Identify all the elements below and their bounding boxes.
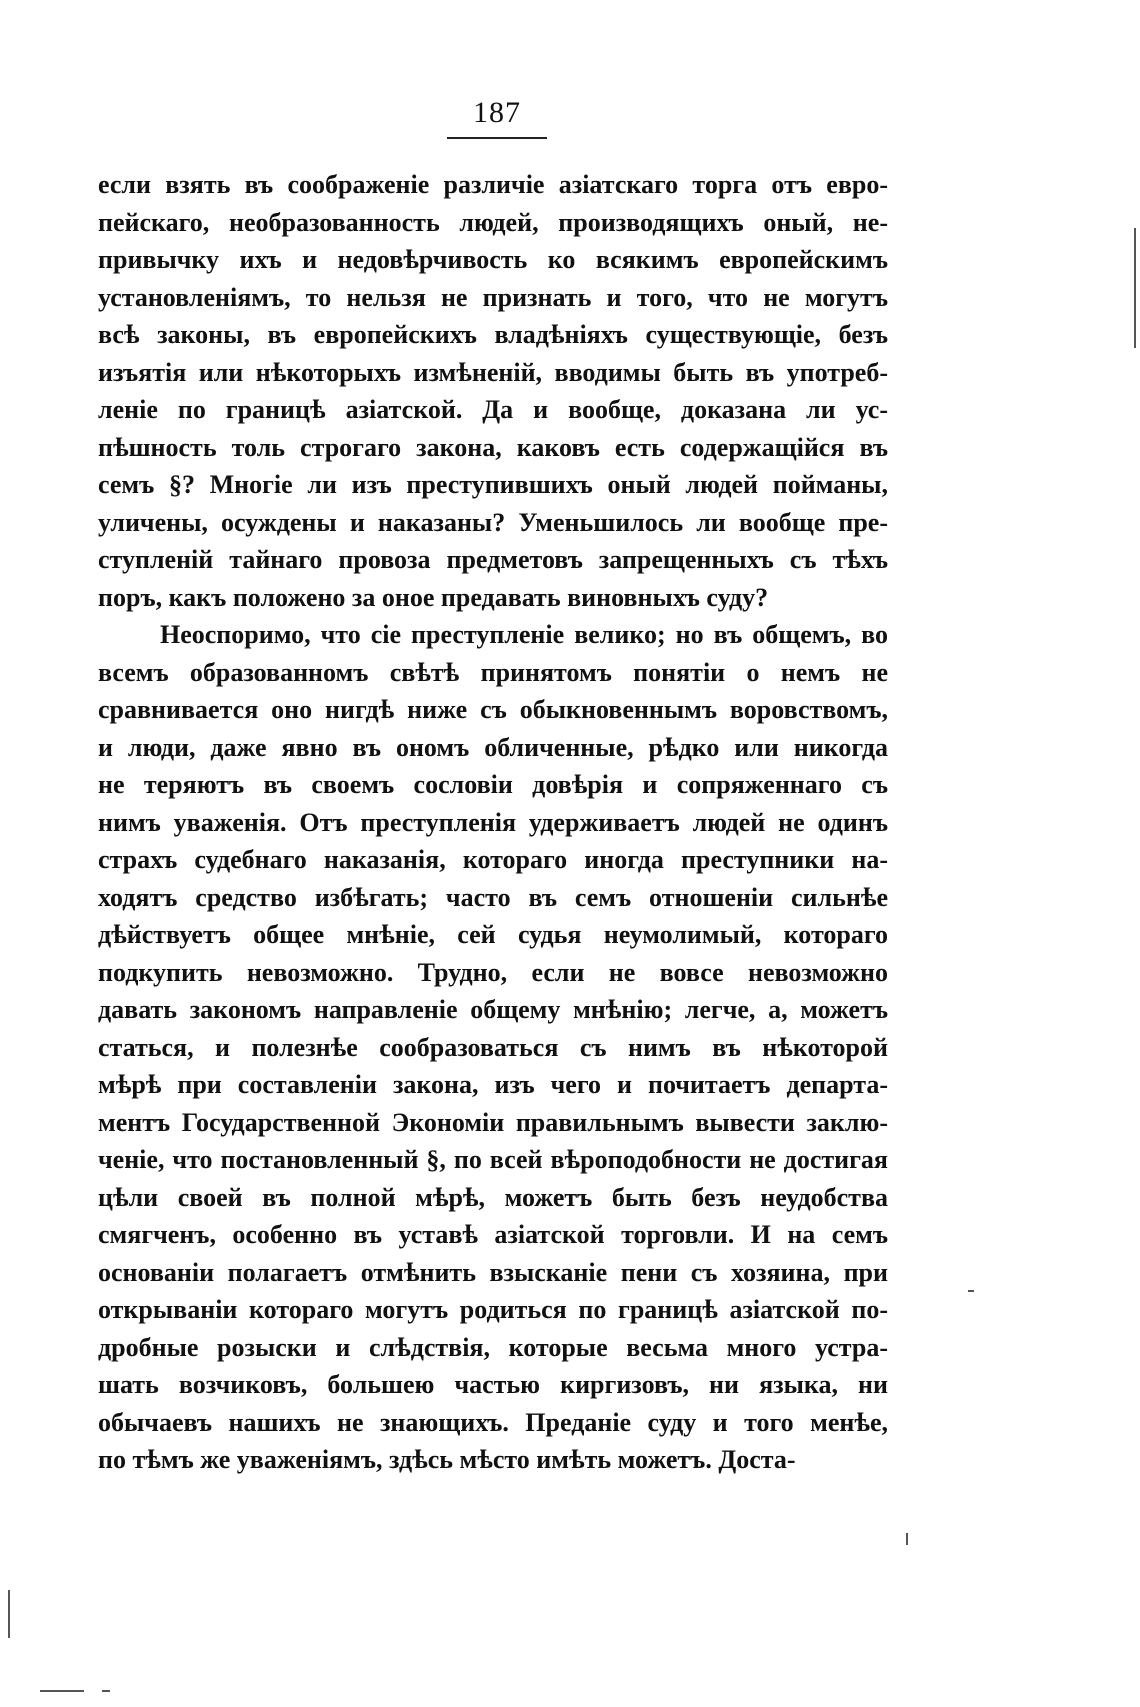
scan-mark [8,1590,10,1638]
text-line: ступленій тайнаго провоза предметовъ запрещенныхъ съ тѣхъ [98,545,888,574]
text-line: поръ, какъ положено за оное предавать виновныхъ суду? [98,582,769,612]
scan-mark [1134,228,1136,348]
text-line: и люди, даже явно въ ономъ обличенные, рѣдко или никогда [98,732,888,762]
text-line: семъ §? Многіе ли изъ преступившихъ оный людей пойманы, [98,470,888,499]
text-line: леніе по границѣ азіатской. Да и вообще, доказана ли ус- [98,395,888,424]
text-line: дробные розыски и слѣдствія, которые весьма много устра- [98,1332,888,1362]
paragraph-2 [98,616,888,1479]
scan-mark [968,1290,974,1292]
text-line: установленіямъ, то нельзя не признать и того, что не могутъ [98,282,888,312]
text-line: по тѣмъ же уваженіямъ, здѣсь мѣсто имѣть можетъ. Доста- [98,1445,796,1474]
text-line: сравнивается оно нигдѣ ниже съ обыкновеннымъ воровствомъ, [98,695,888,724]
text-line: всемъ образованномъ свѣтѣ принятомъ понятіи о немъ не [98,657,888,687]
text-line: подкупить невозможно. Трудно, если не вовсе невозможно [98,957,888,987]
text-line: уличены, осуждены и наказаны? Уменьшилось ли вообще пре- [98,507,888,537]
text-line: изъятія или нѣкоторыхъ измѣненій, вводимы быть въ употреб- [98,357,888,387]
scan-mark [102,1690,110,1692]
text-line: основаніи полагаетъ отмѣнить взысканіе пени съ хозяина, при [98,1257,888,1287]
text-line: обычаевъ нашихъ не знающихъ. Преданіе суду и того менѣе, [98,1407,888,1437]
scan-mark [906,1533,908,1545]
text-line: смягченъ, особенно въ уставѣ азіатской торговли. И на семъ [98,1220,888,1249]
text-line: шать возчиковъ, большею частью киргизовъ, ни языка, ни [98,1370,888,1399]
paragraph-1 [98,166,888,616]
text-line: не теряютъ въ своемъ сословіи довѣрія и сопряженнаго съ [98,770,888,799]
text-line: дѣйствуетъ общее мнѣніе, сей судья неумолимый, котораго [98,920,888,949]
text-line: давать закономъ направленіе общему мнѣнію; легче, а, можетъ [98,995,888,1024]
text-line: нимъ уваженія. Отъ преступленія удерживаетъ людей не одинъ [98,807,888,837]
text-line: Неоспоримо, что сіе преступленіе велико; но въ общемъ, во [160,620,888,649]
text-line: ченіе, что постановленный §, по всей вѣроподобности не достигая [98,1145,888,1174]
text-line: ментъ Государственной Экономіи правильнымъ вывести заклю- [98,1107,888,1137]
text-line: пейскаго, необразованность людей, производящихъ оный, не- [98,207,888,237]
text-line: если взять въ соображеніе различіе азіатскаго торга отъ евро- [98,170,888,199]
text-line: статься, и полезнѣе сообразоваться съ нимъ въ нѣкоторой [98,1032,888,1062]
text-line: привычку ихъ и недовѣрчивость ко всякимъ европейскимъ [98,245,888,274]
text-line: цѣли своей въ полной мѣрѣ, можетъ быть безъ неудобства [98,1182,888,1212]
scan-mark [40,1690,84,1692]
body-text [98,166,888,1479]
text-line: открываніи котораго могутъ родиться по границѣ азіатской по- [98,1295,888,1324]
text-line: страхъ судебнаго наказанія, котораго иногда преступники на- [98,845,888,874]
text-line: всѣ законы, въ европейскихъ владѣніяхъ существующіе, безъ [98,320,888,349]
page-number-rule [447,137,547,139]
text-line: ходятъ средство избѣгать; часто въ семъ отношеніи сильнѣе [98,882,888,912]
text-line: мѣрѣ при составленіи закона, изъ чего и почитаетъ департа- [98,1070,888,1099]
page-number: 187 [473,96,521,129]
text-line: пѣшность толь строгаго закона, каковъ есть содержащійся въ [98,432,888,462]
